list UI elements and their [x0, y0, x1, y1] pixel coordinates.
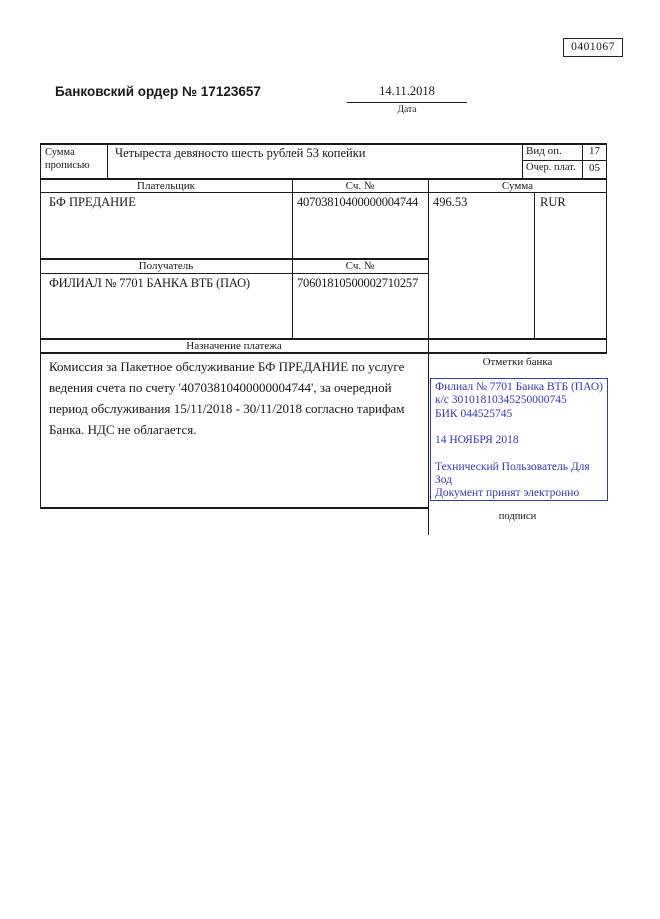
date-block [347, 84, 467, 115]
rule-sum-currency-divider [534, 192, 535, 338]
stamp-line: Филиал № 7701 Банка ВТБ (ПАО) [435, 381, 603, 393]
stamp-line: к/с 30101810345250000745 [435, 394, 567, 407]
payment-priority-label: Очер. плат. [526, 162, 576, 173]
payee-account-header: Сч. № [345, 260, 375, 272]
rule-outer-right [606, 143, 607, 352]
payee-account: 70601810500002710257 [297, 276, 419, 290]
payee-name: ФИЛИАЛ № 7701 БАНКА ВТБ (ПАО) [49, 276, 250, 290]
payer-header: Плательщик [137, 180, 195, 192]
date-label: Дата [397, 105, 417, 115]
stamp-line: 14 НОЯБРЯ 2018 [435, 434, 519, 447]
signatures-label: подписи [498, 511, 537, 522]
amount-words-value: Четыреста девяносто шесть рублей 53 копейки [115, 146, 366, 160]
amount-value: 496.53 [433, 195, 468, 209]
order-form-table [40, 143, 607, 543]
rule-purpose-bottom [40, 507, 428, 509]
purpose-header: Назначение платежа [186, 340, 282, 352]
document-title: Банковский ордер № 17123657 [55, 84, 261, 99]
rule-payee-header-bottom [40, 273, 428, 274]
stamp-line: БИК 044525745 [435, 407, 513, 420]
bank-marks-header: Отметки банка [482, 356, 553, 368]
payer-account: 40703810400000004744 [297, 195, 419, 209]
stamp-line [435, 447, 607, 460]
bank-stamp-box [430, 378, 608, 501]
payee-header: Получатель [138, 260, 194, 272]
purpose-text: Комиссия за Пакетное обслуживание БФ ПРЕДАНИЕ по услуге ведения счета по счету '40703810400000004744', за очередной период обслуживания 15/11/2018 - 30/11/2018 согласно тарифам Банка. НДС не облагается. [49, 359, 405, 437]
stamp-line: Зод [435, 474, 453, 487]
stamp-line [435, 421, 607, 434]
amount-currency: RUR [540, 195, 566, 209]
payment-priority-value: 05 [589, 162, 600, 174]
form-code-box: 0401067 [563, 38, 623, 57]
operation-type-value: 17 [589, 145, 600, 157]
stamp-line: Технический Пользователь Для [435, 460, 590, 473]
rule-optype-divider [522, 160, 607, 161]
operation-type-label: Вид оп. [526, 145, 562, 157]
date-value: 14.11.2018 [347, 84, 467, 103]
payer-account-header: Сч. № [345, 180, 375, 192]
amount-header: Сумма [501, 180, 534, 192]
stamp-line: Документ принят электронно [435, 487, 580, 500]
rule-payer-header-bottom [40, 192, 607, 193]
amount-words-label: Сумма прописью [45, 147, 90, 171]
payer-name: БФ ПРЕДАНИЕ [49, 195, 136, 209]
